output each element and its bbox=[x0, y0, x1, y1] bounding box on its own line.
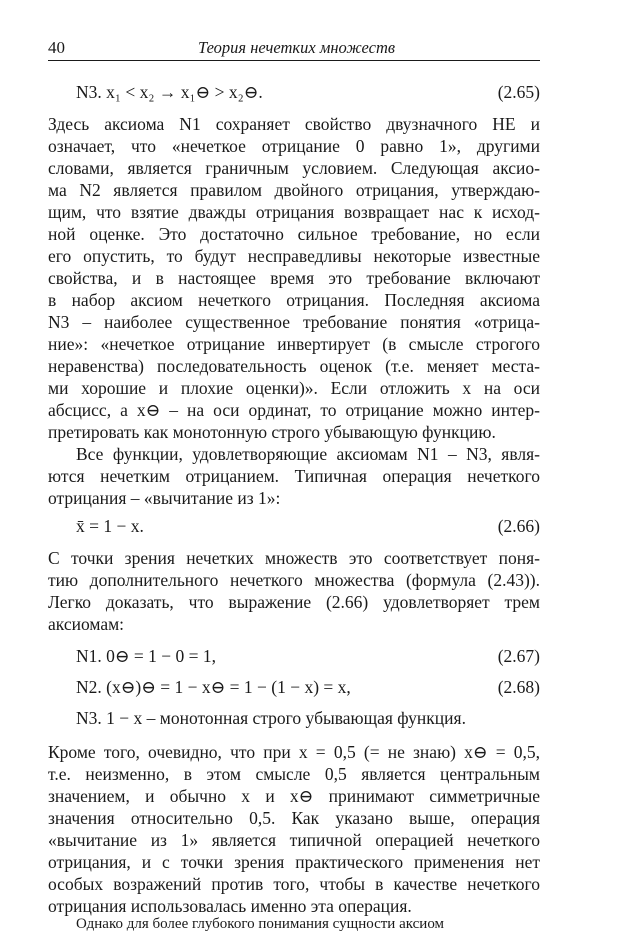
equation-body: x̄ = 1 − x. bbox=[76, 516, 144, 536]
header-rule bbox=[48, 60, 540, 61]
text-line: ной оценке. Это достаточно сильное требование, но если bbox=[48, 224, 540, 244]
text-line: С точки зрения нечетких множеств это соответствует поня- bbox=[48, 548, 540, 568]
text-line: Однако для более глубокого понимания сущности аксиом bbox=[76, 917, 445, 931]
text-line: в набор аксиом нечеткого отрицания. Последняя аксиома bbox=[48, 290, 540, 310]
text-line: отрицания, и с точки зрения практического применения нет bbox=[48, 852, 540, 872]
text-line: свойства, и в настоящее время это требование включают bbox=[48, 268, 540, 288]
text-line: аксиомам: bbox=[48, 614, 125, 634]
page-number: 40 bbox=[48, 38, 65, 57]
equation-body: N1. 0⊖ = 1 − 0 = 1, bbox=[76, 646, 217, 666]
equation-body: N2. (x⊖)⊖ = 1 − x⊖ = 1 − (1 − x) = x, bbox=[76, 677, 351, 697]
text-line: особых возражений против того, чтобы в качестве нечеткого bbox=[48, 874, 540, 894]
text-line: словами, является граничным условием. Следующая аксио- bbox=[48, 158, 540, 178]
text-line: отрицания использовалась именно эта операция. bbox=[48, 896, 412, 916]
page-header bbox=[48, 38, 540, 62]
text-line: Все функции, удовлетворяющие аксиомам N1 – N3, явля- bbox=[76, 444, 540, 464]
text-line: тию дополнительного нечеткого множества (формула (2.43)). bbox=[48, 570, 540, 590]
equation-number: (2.65) bbox=[497, 82, 540, 102]
text-line: претировать как монотонную строго убывающую функцию. bbox=[48, 422, 496, 442]
text-line: ма N2 является правилом двойного отрицания, утверждаю- bbox=[48, 180, 540, 200]
text-line: абсцисс, а x⊖ – на оси ординат, то отрицание можно интер- bbox=[48, 400, 540, 420]
equation-number: (2.66) bbox=[497, 516, 540, 536]
text-line: Здесь аксиома N1 сохраняет свойство двузначного НЕ и bbox=[48, 114, 540, 134]
equation-body: N3. x₁ < x₂ → x₁⊖ > x₂⊖. bbox=[76, 82, 263, 102]
equation-number: (2.68) bbox=[497, 677, 540, 697]
text-line: неравенства) последовательность оценок (т.е. меняет места- bbox=[48, 356, 540, 376]
running-title: Теория нечетких множеств bbox=[198, 38, 396, 57]
text-line: «вычитание из 1» является типичной операцией нечеткого bbox=[48, 830, 540, 850]
text-line: отрицания – «вычитание из 1»: bbox=[48, 488, 281, 508]
text-line: ние»: «нечеткое отрицание инвертирует (в смысле строгого bbox=[48, 334, 540, 354]
text-line: щим, что взятие дважды отрицания возвращает нас к исход- bbox=[48, 202, 540, 222]
text-line: Легко доказать, что выражение (2.66) удовлетворяет трем bbox=[48, 592, 540, 612]
text-line: значением, и обычно x и x⊖ принимают симметричные bbox=[48, 786, 540, 806]
text-line: ются нечетким отрицанием. Типичная операция нечеткого bbox=[48, 466, 540, 486]
text-line: N3 – наиболее существенное требование понятия «отрица- bbox=[48, 312, 540, 332]
text-line: его опустить, то будут несправедливы некоторые известные bbox=[48, 246, 540, 266]
text-line: означает, что «нечеткое отрицание 0 равно 1», другими bbox=[48, 136, 540, 156]
text-line: значения относительно 0,5. Как указано выше, операция bbox=[48, 808, 540, 828]
text-line: Кроме того, очевидно, что при x = 0,5 (= не знаю) x⊖ = 0,5, bbox=[48, 742, 540, 762]
text-line: ми хорошие и плохие оценки)». Если отложить x на оси bbox=[48, 378, 540, 398]
equation-body: N3. 1 − x – монотонная строго убывающая функция. bbox=[76, 708, 466, 728]
equation-number: (2.67) bbox=[497, 646, 540, 666]
text-line: т.е. неизменно, в этом смысле 0,5 является центральным bbox=[48, 764, 540, 784]
